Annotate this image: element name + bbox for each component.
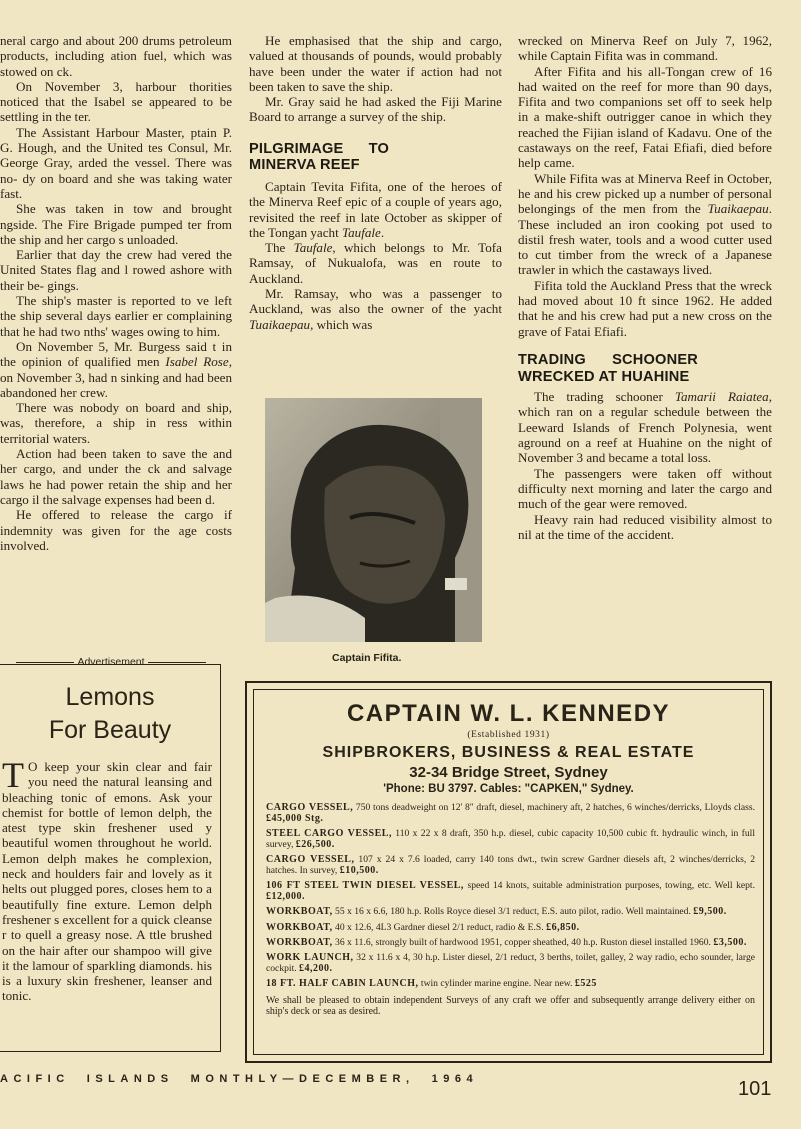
article-paragraph: While Fifita was at Minerva Reef in October, he and his crew picked up a number of personal belongings of the men from the Tuaikaepau. These included an iron cooking pot used to distil fresh water, tools and a wood cutter used to cut timber from the wreck of a Japanese trawler in which the castaways lived.	[518, 170, 772, 278]
vessel-price: £9,500.	[693, 906, 727, 918]
article-paragraph: The trading schooner Tamarii Raiatea, which ran on a regular schedule between the Leeward Islands of French Polynesia, went aground on a reef at Huahine on the night of November 3 and became a total loss.	[518, 389, 772, 466]
vessel-description: twin cylinder marine engine. Near new.	[418, 978, 575, 990]
vessel-name: WORKBOAT,	[266, 906, 333, 918]
advert-title	[0, 681, 220, 747]
vessel-name: WORKBOAT,	[266, 921, 333, 933]
advert-body-text: O keep your skin clear and fair you need the natural leansing and bleaching tonic of emons. Ask your chemist for bottle of lemon delph, the atest type skin freshener used y beautiful women throughout he world. Lemon delph makes he complexion, neck and houlders fair and lovely as it helts out plugged pores, closes hem to a beautifully fine exture. Lemon delph freshener s excellent for a quick cleanse r to quell a greasy nose. A ttle brushed on the hair after our shampoo will give it the lamour of sparkling diamonds. his is a luxury skin freshener, leanser and tonic.	[2, 759, 212, 1004]
advertisement-label-text: Advertisement	[77, 656, 145, 668]
vessel-listing	[266, 979, 755, 990]
kennedy-advertisement-inner	[253, 689, 764, 1055]
section-heading: PILGRIMAGE TO MINERVA REEF	[249, 140, 389, 174]
advert-established: (Established 1931)	[467, 730, 550, 740]
portrait-image	[265, 398, 482, 642]
vessel-description: 110 x 22 x 8 draft, 350 h.p. diesel, cubic capacity 10,500 cubic ft. hydraulic winch, in full survey,	[266, 828, 755, 850]
vessel-listing	[266, 803, 755, 825]
vessel-description: 40 x 12.6, 4L3 Gardner diesel 2/1 reduct, radio & E.S.	[332, 921, 547, 933]
vessel-listing	[266, 829, 755, 851]
article-paragraph: Action had been taken to save the and her cargo, and under the ck and salvage laws he had power retain the ship and her cargo il the salvage expenses had been d.	[0, 446, 232, 507]
advert-company-name: CAPTAIN W. L. KENNEDY	[346, 700, 671, 727]
vessel-listing	[266, 923, 755, 934]
vessel-name: CARGO VESSEL,	[266, 802, 354, 813]
article-paragraph: There was nobody on board and ship, was, therefore, a ship in ress within territorial waters.	[0, 400, 232, 446]
vessel-price: £45,000 Stg.	[266, 812, 324, 824]
vessel-listing	[266, 855, 755, 877]
section-heading: TRADING SCHOONER WRECKED AT HUAHINE	[518, 351, 698, 385]
divider	[16, 662, 74, 663]
advert-title-line-1: Lemons	[65, 683, 155, 711]
article-paragraph: The passengers were taken off without difficulty next morning and later the cargo and much of the gear were removed.	[518, 465, 772, 512]
vessel-description: 36 x 11.6, strongly built of hardwood 1951, copper sheathed, 40 h.p. Ruston diesel installed 1960.	[332, 936, 714, 948]
column-1	[0, 33, 232, 553]
article-paragraph: Mr. Ramsay, who was a passenger to Auckland, was also the owner of the yacht Tuaikaepau, which was	[249, 286, 502, 332]
vessel-name: 106 FT STEEL TWIN DIESEL VESSEL,	[266, 880, 464, 892]
vessel-price: £525	[574, 978, 597, 990]
drop-cap: T	[2, 755, 24, 795]
advert-subtitle: SHIPBROKERS, BUSINESS & REAL ESTATE	[322, 744, 695, 761]
article-paragraph: Captain Tevita Fifita, one of the heroes of the Minerva Reef epic of a couple of years ago, revisited the reef in late October as skipper of the Tongan yacht Taufale.	[249, 178, 502, 240]
article-paragraph: On November 3, harbour thorities noticed that the Isabel se appeared to be settling in the ter.	[0, 78, 232, 125]
article-paragraph: Heavy rain had reduced visibility almost to nil at the time of the accident.	[518, 511, 772, 542]
article-paragraph: After Fifita and his all-Tongan crew of 16 had waited on the reef for more than 90 days, Fifita and two companions set off to seek help in a make-shift outrigger canoe in which they reached the Fijian island of Kadavu. One of the castaways on the reef, Fatai Efiafi, died before help came.	[518, 63, 772, 171]
vessel-price: £6,850.	[546, 921, 580, 933]
article-paragraph: He emphasised that the ship and cargo, valued at thousands of pounds, would probably have been under the water if action had not been taken to save the ship.	[249, 33, 502, 94]
article-paragraph: The Taufale, which belongs to Mr. Tofa Ramsay, of Nukualofa, was en route to Auckland.	[249, 240, 502, 286]
article-paragraph: The ship's master is reported to ve left the ship several days earlier er complaining that he had two nths' wages owing to him.	[0, 293, 232, 339]
advert-footer-note: We shall be pleased to obtain independent Surveys of any craft we offer and subsequently arrange delivery either on ship's deck or sea as desired.	[266, 994, 755, 1017]
page-number: 101	[738, 1078, 772, 1100]
article-paragraph: Fifita told the Auckland Press that the wreck had moved about 10 ft since 1962. He added that he and his crew had put a new cross on the grave of Fatai Efiafi.	[518, 277, 772, 339]
vessel-listings	[266, 803, 755, 990]
column-2	[249, 33, 502, 332]
vessel-name: 18 FT. HALF CABIN LAUNCH,	[266, 978, 419, 990]
vessel-price: £12,000.	[266, 891, 305, 903]
vessel-description: 55 x 16 x 6.6, 180 h.p. Rolls Royce diesel 3/1 reduct, E.S. auto pilot, radio. Well maintained.	[332, 906, 694, 918]
vessel-name: STEEL CARGO VESSEL,	[266, 828, 392, 840]
vessel-listing	[266, 907, 755, 918]
vessel-description: 107 x 24 x 7.6 loaded, carry 140 tons dwt., twin screw Gardner diesels aft, 2 winches/derricks, 2 hatches. In survey,	[266, 854, 755, 876]
vessel-name: WORKBOAT,	[266, 936, 333, 948]
article-paragraph: neral cargo and about 200 drums petroleum products, including ation fuel, which was stowed on ck.	[0, 33, 232, 79]
article-paragraph: On November 5, Mr. Burgess said t in the opinion of qualified men Isabel Rose, on November 3, had n sinking and had been abandoned her crew.	[0, 338, 232, 400]
vessel-price: £26,500.	[295, 838, 335, 850]
vessel-price: £4,200.	[299, 963, 333, 975]
photo-caption: Captain Fifita.	[332, 652, 402, 664]
advert-phone: 'Phone: BU 3797. Cables: "CAPKEN," Sydney.	[383, 783, 634, 795]
advert-address: 32-34 Bridge Street, Sydney	[409, 764, 608, 781]
lemons-advertisement	[0, 664, 221, 1052]
article-paragraph: She was taken in tow and brought ngside. The Fire Brigade pumped ter from the ship and her cargo s unloaded.	[0, 201, 232, 247]
vessel-price: £3,500.	[713, 936, 747, 948]
advert-body	[0, 755, 220, 1004]
article-paragraph: Mr. Gray said he had asked the Fiji Marine Board to arrange a survey of the ship.	[249, 94, 502, 125]
page-masthead: ACIFIC ISLANDS MONTHLY—DECEMBER, 1964	[0, 1073, 479, 1085]
vessel-description: speed 14 knots, suitable administration purposes, towing, etc. Well kept.	[463, 880, 755, 892]
article-paragraph: Earlier that day the crew had vered the United States flag and l rowed ashore with their be- gings.	[0, 247, 232, 293]
divider	[148, 662, 206, 663]
vessel-listing	[266, 938, 755, 949]
vessel-listing	[266, 881, 755, 903]
vessel-description: 32 x 11.6 x 4, 30 h.p. Lister diesel, 2/1 reduct, 3 berths, toilet, galley, 2 way radio, echo sounder, large cockpit.	[266, 952, 755, 975]
article-paragraph: He offered to release the cargo if indemnity was given for the age costs involved.	[0, 507, 232, 553]
vessel-name: WORK LAUNCH,	[266, 952, 354, 964]
article-paragraph: The Assistant Harbour Master, ptain P. G. Hough, and the United tes Consul, Mr. George Gray, arded the vessel. There was no- dy on board and she was taking water fast.	[0, 124, 232, 201]
article-paragraph: wrecked on Minerva Reef on July 7, 1962, while Captain Fifita was in command.	[518, 33, 772, 64]
vessel-listing	[266, 953, 755, 975]
advert-title-line-2: For Beauty	[48, 716, 172, 744]
vessel-description: 750 tons deadweight on 12' 8" draft, diesel, machinery aft, 2 hatches, 6 winches/derricks, Lloyds class.	[353, 802, 755, 813]
kennedy-advertisement	[245, 681, 772, 1063]
vessel-name: CARGO VESSEL,	[266, 854, 355, 866]
vessel-price: £10,500.	[339, 864, 379, 876]
captain-fifita-photo	[265, 398, 482, 642]
column-3	[518, 33, 772, 542]
